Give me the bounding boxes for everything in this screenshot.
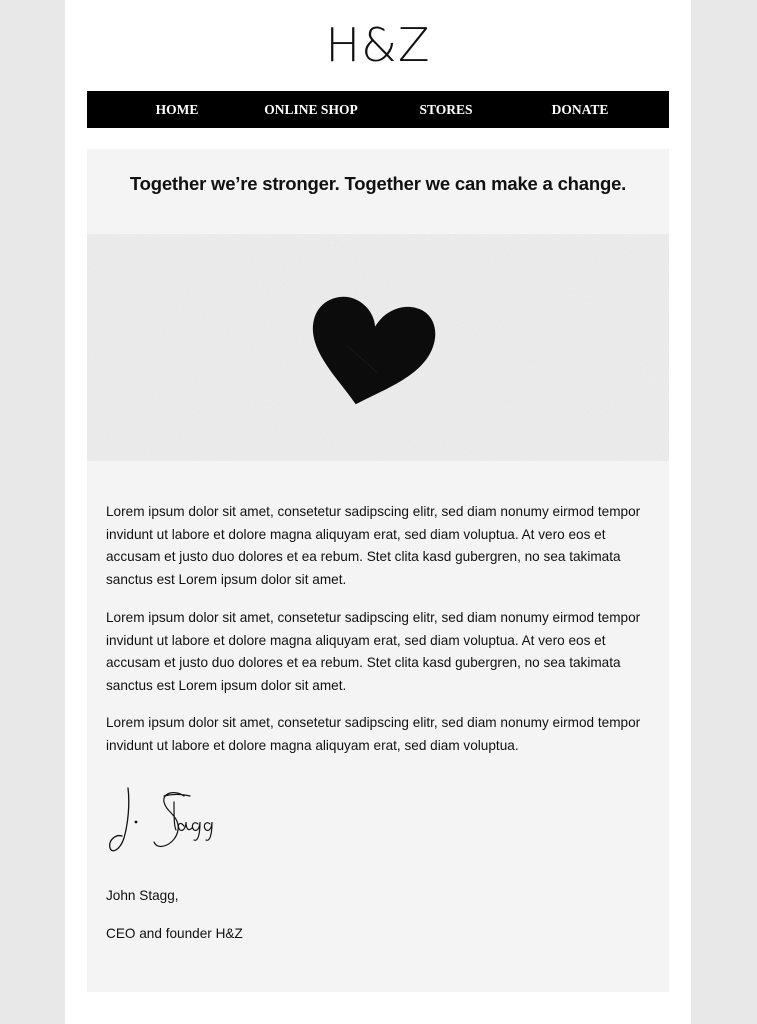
body-paragraph-1: Lorem ipsum dolor sit amet, consetetur sadipscing elitr, sed diam nonumy eirmod tempor invidunt ut labore et dolore magna aliquyam erat, sed diam voluptua. At vero eos et accusam et justo duo dolores et ea rebum. Stet clita kasd gubergren, no sea takimata sanctus est Lorem ipsum dolor sit amet.	[106, 504, 641, 588]
hero-image	[87, 234, 669, 461]
nav-item-online-shop[interactable]: ONLINE SHOP	[264, 102, 358, 117]
headline: Together we’re stronger. Together we can make a change.	[129, 173, 627, 194]
body-paragraph-3: Lorem ipsum dolor sit amet, consetetur sadipscing elitr, sed diam nonumy eirmod tempor invidunt ut labore et dolore magna aliquyam erat, sed diam voluptua.	[106, 715, 641, 753]
handwritten-signature	[106, 782, 246, 867]
nav-item-home[interactable]: HOME	[155, 102, 199, 117]
nav-item-stores[interactable]: STORES	[419, 102, 473, 117]
nav-item-donate[interactable]: DONATE	[551, 102, 609, 117]
signer-title: CEO and founder H&Z	[106, 926, 243, 941]
brand-logo[interactable]: H&Z	[325, 18, 431, 72]
signer-name: John Stagg,	[106, 888, 179, 903]
email-page	[65, 0, 691, 1024]
main-nav	[87, 91, 669, 128]
body-paragraph-2: Lorem ipsum dolor sit amet, consetetur sadipscing elitr, sed diam nonumy eirmod tempor invidunt ut labore et dolore magna aliquyam erat, sed diam voluptua. At vero eos et accusam et justo duo dolores et ea rebum. Stet clita kasd gubergren, no sea takimata sanctus est Lorem ipsum dolor sit amet.	[106, 610, 641, 694]
